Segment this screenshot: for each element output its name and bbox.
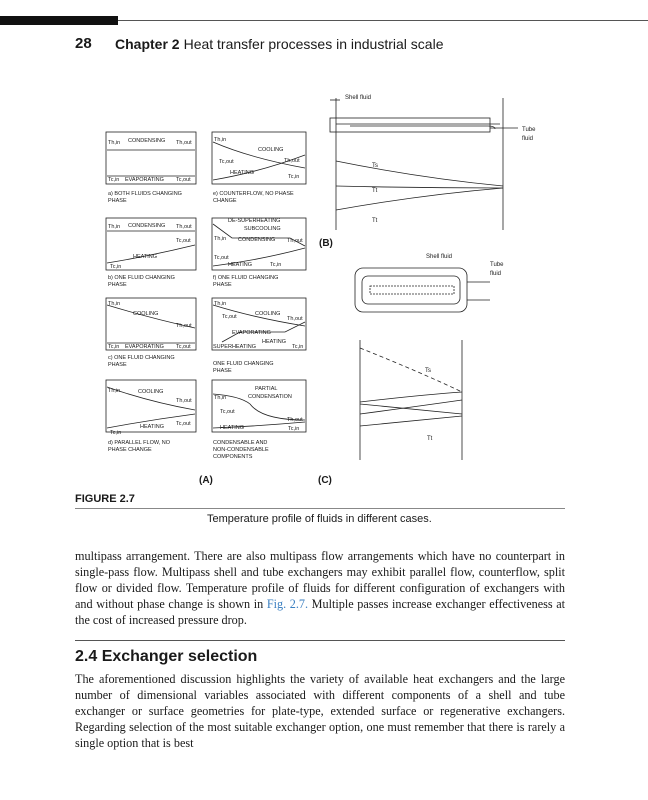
paragraph-1-text: multipass arrangement. There are also multipass flow arrangements which have no counterpart in single-pass flow. Multipass shell and tube exchangers may exhibit parallel flow, counterflow, split flow or divided flow. Temperature profile of fluids for different configuration of exchangers with and without phase change is shown in [75,549,565,612]
case-f-caption-1: f) ONE FLUID CHANGING [213,275,279,281]
case-f-bottom: HEATING [228,262,253,268]
panel-c-profiles [360,348,462,426]
figure-rule [75,508,565,509]
panel-c-tt: Tt [427,436,433,442]
case-c-th-in: Th,in [108,301,121,307]
case-f-tc-out: Tc,out [214,255,229,261]
case-g-th-in: Th,in [214,301,227,307]
case-d-th-in: Th,in [108,388,121,394]
case-b-th-in: Th,in [108,224,121,230]
case-f-th-in: Th,in [214,236,227,242]
case-a-th-out: Th,out [176,140,192,146]
panel-b-tt: Tt [372,188,378,194]
case-e-th-out: Th,out [284,158,300,164]
case-a-tc-out: Tc,out [176,177,191,183]
case-e-tc-out: Tc,out [219,159,234,165]
case-a-caption-2: PHASE [108,198,127,204]
case-h-caption-3: COMPONENTS [213,454,253,460]
case-b-caption-2: PHASE [108,282,127,288]
case-c-top: COOLING [133,311,159,317]
panel-b-ts: Ts [372,163,378,169]
case-f-tc-in: Tc,in [270,262,282,268]
panel-c-tube-fluid-1: Tube [490,262,504,268]
case-f-caption-2: PHASE [213,282,232,288]
case-a-th-in: Th,in [108,140,121,146]
case-h-tc-out: Tc,out [220,409,235,415]
case-e-caption-1: e) COUNTERFLOW, NO PHASE [213,191,294,197]
chapter-title: Heat transfer processes in industrial scale [183,36,444,52]
case-d-tc-in: Tc,in [110,430,122,436]
case-h-top-1: PARTIAL [255,386,278,392]
case-g-caption-2: PHASE [213,368,232,374]
case-f-top-3: CONDENSING [238,237,276,243]
case-a-bottom: EVAPORATING [125,177,164,183]
case-b-top: CONDENSING [128,223,166,229]
panel-c-letter: (C) [318,475,332,486]
case-a-top: CONDENSING [128,138,166,144]
case-e-bottom: HEATING [230,170,255,176]
panel-b-tt-2: Tt [372,218,378,224]
panel-a-letter: (A) [199,475,213,486]
case-g-bottom-l: SUPERHEATING [213,344,256,350]
case-h-tc-in: Tc,in [288,426,300,432]
case-e-tc-in: Tc,in [288,174,300,180]
case-d-top: COOLING [138,389,164,395]
case-a-caption-1: a) BOTH FLUIDS CHANGING [108,191,182,197]
page-number: 28 [75,35,92,52]
case-g-top: COOLING [255,311,281,317]
panel-c-shell-fluid: Shell fluid [426,254,453,260]
case-g-th-out: Th,out [287,316,303,322]
case-c-th-out: Th,out [176,323,192,329]
figure-number: FIGURE 2.7 [75,493,135,505]
case-h-caption-1: CONDENSABLE AND [213,440,268,446]
case-g-tc-out: Tc,out [222,314,237,320]
case-d-caption-1: d) PARALLEL FLOW, NO [108,440,171,446]
case-c-bottom: EVAPORATING [125,344,164,350]
case-c-tc-out: Tc,out [176,344,191,350]
panel-b-letter: (B) [319,238,333,249]
panel-c-tube-fluid-2: fluid [490,271,502,277]
case-b-bottom: HEATING [133,254,158,260]
figure-caption: Temperature profile of fluids in different cases. [207,513,432,525]
section-rule [75,640,565,641]
case-c-caption-2: PHASE [108,362,127,368]
case-c-caption-1: c) ONE FLUID CHANGING [108,355,175,361]
paragraph-1-tail: Multiple passes increase exchanger effectiveness at the cost of increased pressure drop. [75,597,566,628]
case-d-bottom: HEATING [140,424,165,430]
panel-c-exchanger [355,268,490,312]
case-b-tc-in: Tc,in [110,264,122,270]
case-g-caption-1: ONE FLUID CHANGING [213,361,274,367]
panel-b-shell-fluid: Shell fluid [345,95,372,101]
case-d-th-out: Th,out [176,398,192,404]
case-f-th-out: Th,out [287,238,303,244]
figure-link[interactable]: Fig. 2.7. [266,597,309,612]
case-h-th-in: Th,in [214,395,227,401]
paragraph-2: The aforementioned discussion highlights the variety of available heat exchangers and the large number of dimensional variables associated with different components of a shell and tube exchanger or surface geometries for plate-type, extended surface or regenerative exchangers. Regarding selection of the most suitable exchanger option, one must remember that there is rarely a single option that is best [75,672,565,751]
panel-b-exchanger [330,100,518,132]
panel-b-profiles [336,161,503,210]
panel-b-tube-fluid-2: fluid [522,136,534,142]
panel-c-labels [425,254,504,442]
case-h-th-out: Th,out [287,417,303,423]
case-f-top-1: DE-SUPERHEATING [228,218,281,224]
section-heading: 2.4 Exchanger selection [75,648,258,665]
panel-c-ts: Ts [425,368,431,374]
case-d-tc-out: Tc,out [176,421,191,427]
case-e-caption-2: CHANGE [213,198,237,204]
case-b-tc-out: Tc,out [176,238,191,244]
case-g-bottom-r: HEATING [262,339,287,345]
case-g-mid: EVAPORATING [232,330,271,336]
panel-c [355,268,490,460]
case-f-top-2: SUBCOOLING [244,226,281,232]
chapter-label: Chapter 2 [115,36,180,52]
case-c-tc-in: Tc,in [108,344,120,350]
case-h-top-2: CONDENSATION [248,394,292,400]
case-e-th-in: Th,in [214,137,227,143]
panel-b [330,98,518,230]
case-h-bottom: HEATING [220,425,245,431]
case-b-th-out: Th,out [176,224,192,230]
panel-b-labels [345,95,536,224]
paragraph-1 [75,548,565,628]
case-g-tc-in: Tc,in [292,344,304,350]
panel-b-tube-fluid-1: Tube [522,127,536,133]
case-d-caption-2: PHASE CHANGE [108,447,152,453]
case-a-tc-in: Tc,in [108,177,120,183]
case-e-top: COOLING [258,147,284,153]
case-b-caption-1: b) ONE FLUID CHANGING [108,275,175,281]
panel-a-labels [108,137,303,460]
case-h-caption-2: NON-CONDENSABLE [213,447,269,453]
